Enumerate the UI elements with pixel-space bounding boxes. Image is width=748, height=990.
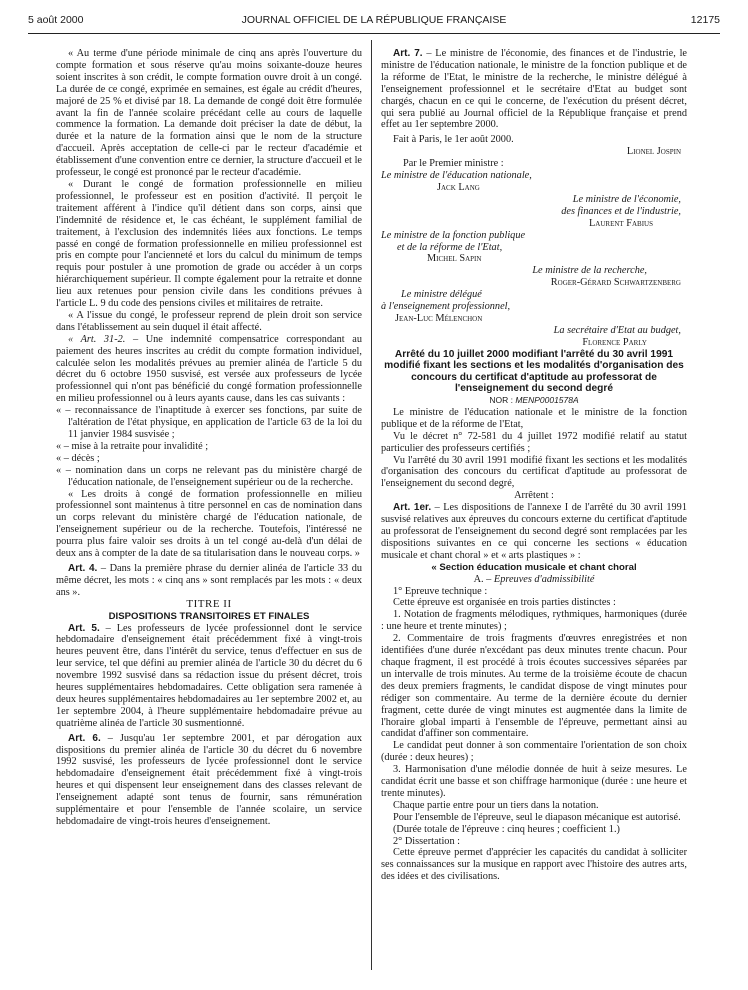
paragraph: Le candidat peut donner à son commentaire l'orientation de son choix (durée : deux heures) ; — [381, 740, 687, 764]
titre-subheading: DISPOSITIONS TRANSITOIRES ET FINALES — [108, 610, 310, 622]
paragraph: Cette épreuve est organisée en trois parties distinctes : — [393, 597, 616, 609]
signatory-title: des finances et de l'industrie, — [561, 205, 681, 217]
article-text: – Une indemnité compensatrice correspondant au paiement des heures inscrites au crédit du compte formation individuel, calculée selon les modalités prévues au premier alinéa de l'article 5 du décret du 6 octobre 1950 susvisé, est versée aux professeurs de lycée professionnel qui n'ont pas bénéficié du congé formation professionnelle en milieu professionnel ou à leurs ayants cause, dans les cas suivants : — [56, 333, 362, 405]
left-column — [56, 48, 362, 968]
signature-melenchon: Jean-Luc Mélenchon — [395, 312, 483, 324]
article-label: Art. 7. — [393, 48, 423, 59]
signatory-title: et de la réforme de l'Etat, — [397, 241, 503, 253]
paragraph: Le ministre de l'éducation nationale et le ministre de la fonction publique et de la réforme de l'Etat, — [381, 406, 687, 430]
paragraph: 1. Notation de fragments mélodiques, rythmiques, harmoniques (durée : une heure et trente minutes) ; — [381, 609, 687, 633]
paragraph: « A l'issue du congé, le professeur reprend de plein droit son service dans l'établissement au sein duquel il était affecté. — [56, 309, 362, 333]
article-label: « Art. 31-2. — [68, 333, 126, 345]
article-6 — [56, 733, 362, 828]
header-rule — [28, 33, 720, 34]
article-31-2 — [56, 334, 362, 405]
signature-sapin: Michel Sapin — [427, 253, 482, 265]
paragraph: 3. Harmonisation d'une mélodie donnée de huit à seize mesures. Le candidat écrit une basse et son chiffrage harmonique (durée : une heure et trente minutes). — [381, 764, 687, 799]
article-text: – Le ministre de l'économie, des finances et de l'industrie, le ministre de l'éducation nationale, le ministre de la fonction publique et de la réforme de l'Etat, le ministre de la recherche, le ministre délégué à l'enseignement professionnel et le secrétaire d'Etat au budget sont chargés, chacun en ce qui le concerne, de l'exécution du présent décret, qui sera publié au Journal officiel de la République française et prend effet au 1er septembre 2000. — [381, 48, 687, 131]
page-header — [28, 14, 720, 32]
article-text: – Les professeurs de lycée professionnel dont le service hebdomadaire d'enseignement était précédemment fixé à vingt-trois heures peuvent être, dans l'intérêt du service, tenus d'effectuer en sus de leur service, tel que défini au premier alinéa de l'article 30 du décret du 6 novembre 1992 susvisé dans sa rédaction issue du présent décret, trois heures supplémentaires hebdomadaires. Cette obligation sera ramenée à deux heures supplémentaires hebdomadaires au 1er septembre 2002 et, au 1er septembre 2004, à l'heure supplémentaire hebdomadaire prévue au quatrième alinéa de l'article 30 susmentionné. — [56, 622, 362, 729]
paragraph: « Les droits à congé de formation professionnelle en milieu professionnel sont maintenus à titre personnel en cas de nomination dans un corps relevant du ministère chargé de l'éducation nationale, de l'enseignement supérieur ou de la recherche. Toutefois, l'intéressé ne pourra plus faire valoir ses droits à un tel congé au-delà d'un délai de deux ans à compter de la date de sa titularisation dans le nouveau corps. » — [56, 488, 362, 560]
article-1 — [381, 502, 687, 562]
article-label: Art. 6. — [68, 732, 101, 744]
nor-label: NOR : — [489, 395, 516, 406]
signatory-title: Le ministre de l'éducation nationale, — [381, 170, 532, 182]
article-text: – Dans la première phrase du dernier alinéa de l'article 33 du même décret, les mots : « cinq ans » sont remplacés par les mots : « deux ans ». — [56, 562, 362, 598]
list-item: « – décès ; — [56, 452, 100, 464]
header-journal-title: JOURNAL OFFICIEL DE LA RÉPUBLIQUE FRANÇAISE — [241, 14, 507, 26]
subsection-prefix: A. – — [473, 573, 494, 585]
signatory-title: à l'enseignement professionnel, — [381, 301, 511, 313]
arretent: Arrêtent : — [514, 490, 554, 502]
signature-lang: Jack Lang — [437, 181, 480, 193]
header-date: 5 août 2000 — [28, 14, 84, 26]
paragraph: « Durant le congé de formation professionnelle en milieu professionnel, le professeur est en position d'activité. Il perçoit le traitement afférent à l'indice qu'il détient dans son corps, ainsi que l'indemnité de résidence et, le cas échéant, le supplément familial de traitement, à l'exclusion des indemnités liées aux fonctions. Le temps passé en congé de formation professionnelle en milieu professionnel est pris en compte pour l'ancienneté et lors du calcul du minimum de temps requis pour postuler à une promotion de grade ou accéder à un corps hiérarchiquement supérieur. Il compte également pour la retraite et donne lieu aux retenues pour pension civile dans les conditions prévues à l'article L. 9 du code des pensions civiles et militaires de retraite. — [56, 178, 362, 310]
nor-reference — [381, 395, 687, 407]
article-text: – Jusqu'au 1er septembre 2001, et par dérogation aux dispositions du premier alinéa de l'article 30 du décret du 6 novembre 1992 susvisé, les professeurs de lycée professionnel dont le service hebdomadaire d'enseignement était précédemment fixé à vingt-trois heures et qui dispensent leur enseignement dans des classes relevant de l'enseignement adapté sont tenus de fournir, sans rémunération supplémentaire et pour l'ensemble de l'année scolaire, un service hebdomadaire de vingt-trois heures d'enseignement. — [56, 732, 362, 827]
paragraph: Chaque partie entre pour un tiers dans la notation. — [393, 799, 599, 811]
signature-jospin: Lionel Jospin — [626, 146, 681, 158]
par-premier-ministre: Par le Premier ministre : — [403, 158, 504, 170]
paragraph: 2° Dissertation : — [393, 835, 461, 847]
right-column — [381, 48, 687, 968]
paragraph: « Au terme d'une période minimale de cinq ans après l'ouverture du compte formation et sous réserve qu'au moins soixante-douze heures soient inscrites à son crédit, le compte formation ouvre droit à un congé. La durée de ce congé, exprimée en semaines, est égale au crédit d'heures, majoré de 25 % et divisé par 18. La demande de congé doit être formulée avant la fin de l'année scolaire précédant celle au cours de laquelle commence la formation. La demande doit préciser la date de début, la durée et la nature de la formation ainsi que le nom de la structure d'accueil. Après acceptation de celle-ci par le recteur d'académie et établissement d'une convention entre ce dernier, la structure d'accueil et le professeur, le congé est prononcé par le recteur d'académie. — [56, 48, 362, 179]
paragraph: Vu le décret n° 72-581 du 4 juillet 1972 modifié relatif au statut particulier des professeurs certifiés ; — [381, 430, 687, 454]
article-7 — [381, 48, 687, 131]
titre-heading: TITRE II — [186, 597, 232, 610]
fait-a-paris: Fait à Paris, le 1er août 2000. — [393, 134, 514, 146]
article-label: Art. 5. — [68, 622, 100, 634]
subsection-heading — [381, 574, 687, 586]
paragraph: (Durée totale de l'épreuve : cinq heures ; coefficient 1.) — [393, 823, 620, 835]
signature-fabius: Laurent Fabius — [589, 217, 653, 229]
signatory-title: Le ministre de la recherche, — [532, 265, 647, 277]
signatory-title: Le ministre de l'économie, — [572, 193, 681, 205]
paragraph: Cette épreuve permet d'apprécier les capacités du candidat à solliciter ses connaissances sur la musique en rapport avec l'histoire des autres arts, des idées et des civilisations. — [381, 847, 687, 883]
article-label: Art. 1er. — [393, 502, 432, 514]
signature-schwartzenberg: Roger-Gérard Schwartzenberg — [550, 277, 681, 289]
paragraph: Pour l'ensemble de l'épreuve, seul le diapason mécanique est autorisé. — [393, 811, 681, 823]
paragraph: 1° Epreuve technique : — [393, 585, 488, 597]
section-heading: « Section éducation musicale et chant choral — [431, 561, 637, 573]
subsection-title: Epreuves d'admissibilité — [493, 573, 595, 585]
nor-code: MENP0001578A — [515, 395, 579, 406]
list-item: « – reconnaissance de l'inaptitude à exercer ses fonctions, par suite de l'altération de l'état physique, en application de l'article 63 de la loi du 11 janvier 1984 susvisée ; — [56, 405, 362, 440]
signatory-title: Le ministre délégué — [401, 289, 482, 301]
article-label: Art. 4. — [68, 562, 98, 574]
paragraph: 2. Commentaire de trois fragments d'œuvres enregistrées et non identifiées d'une durée n'excédant pas deux minutes trente chacun. Pour chaque fragment, il est procédé à trois écoutes successives séparées par un intervalle de trois minutes. Au terme de la troisième écoute de chacun des deux premiers fragments, le candidat dispose de vingt minutes pour rédiger son commentaire. Au terme de la dernière écoute du dernier fragment, cette durée de vingt minutes est augmentée dans la limite de l'horaire global imparti à l'ensemble de l'épreuve, permettant ainsi au candidat d'affiner son commentaire. — [381, 633, 687, 740]
arrete-title: Arrêté du 10 juillet 2000 modifiant l'arrêté du 30 avril 1991 modifié fixant les sections et les modalités d'organisation des concours du certificat d'aptitude au professorat de l'enseignement du second degré — [384, 348, 684, 395]
paragraph: Vu l'arrêté du 30 avril 1991 modifié fixant les sections et les modalités d'organisation des concours du certificat d'aptitude au professorat de l'enseignement du second degré, — [381, 454, 687, 490]
header-page-number: 12175 — [690, 14, 720, 26]
list-item: « – nomination dans un corps ne relevant pas du ministère chargé de l'éducation nationale, de l'enseignement supérieur ou de la recherche. — [56, 464, 362, 488]
signatory-title: La secrétaire d'Etat au budget, — [553, 324, 681, 336]
article-5 — [56, 623, 362, 730]
signatory-title: Le ministre de la fonction publique — [381, 229, 526, 241]
article-4 — [56, 563, 362, 599]
column-divider — [371, 40, 372, 970]
list-item: « – mise à la retraite pour invalidité ; — [56, 440, 209, 452]
article-text: – Les dispositions de l'annexe I de l'arrêté du 30 avril 1991 susvisé relatives aux épreuves du concours externe du certificat d'aptitude au professorat de l'enseignement du second degré sont remplacées par les dispositions suivantes en ce qui concerne les sections « éducation musicale et chant choral » et « arts plastiques » : — [381, 502, 687, 561]
signature-parly: Florence Parly — [582, 336, 647, 348]
